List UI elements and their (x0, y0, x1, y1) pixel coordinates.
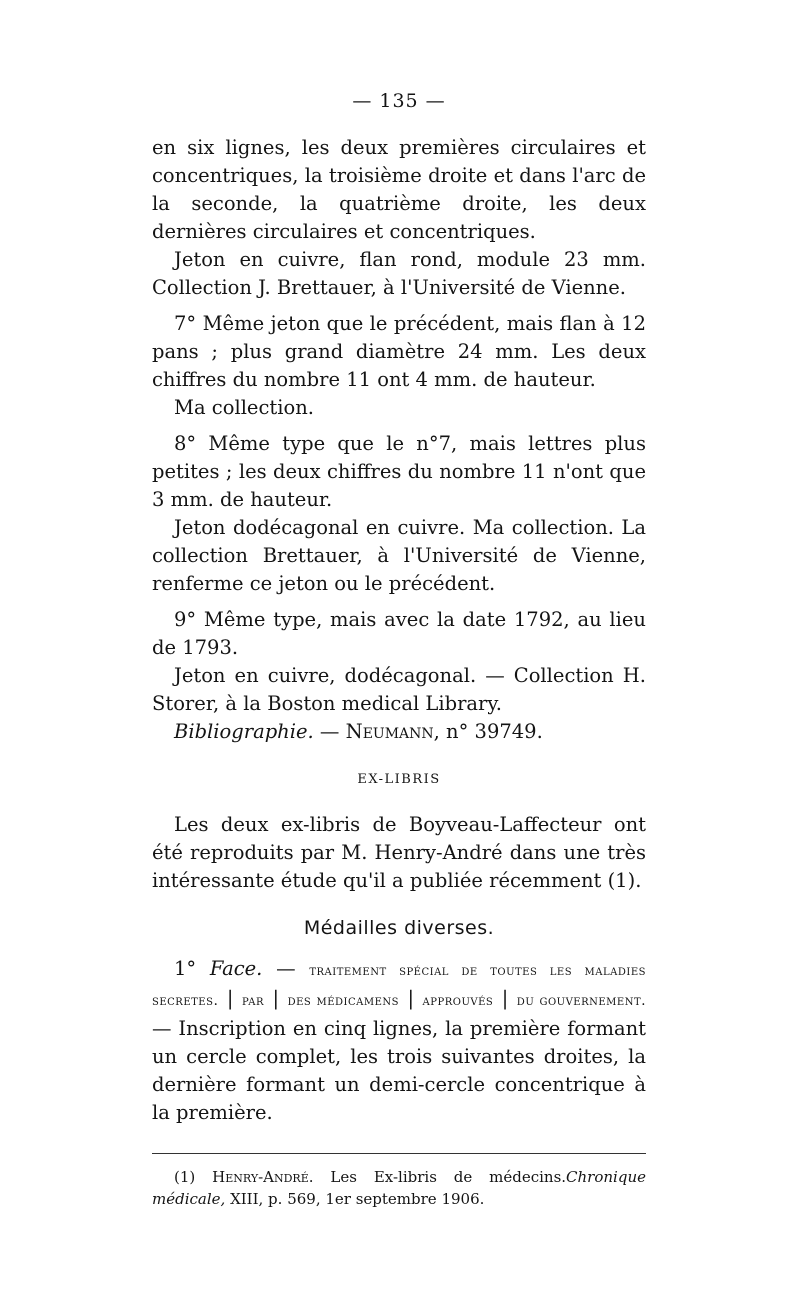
paragraph-3: 7° Même jeton que le précédent, mais flan à 12 pans ; plus grand diamètre 24 mm. Les deux chiffres du nombre 11 ont 4 mm. de hauteur. (152, 312, 646, 391)
line-separator: | (272, 987, 280, 1010)
bibliography-line (152, 718, 646, 746)
footnote-author: Henry-André. (212, 1168, 314, 1186)
bibliography-dash: — (313, 720, 346, 743)
line-separator: | (407, 987, 415, 1010)
inscription-seg-1: traitement spécial de toutes les maladies secretes. (152, 963, 646, 1009)
bibliography-ref: , n° 39749. (433, 720, 543, 743)
bibliography-author: Neumann (345, 720, 434, 743)
inscription-seg-3: des médicamens (287, 993, 399, 1009)
paragraph-5: 8° Même type que le n°7, mais lettres plus petites ; les deux chiffres du nombre 11 n'ont que 3 mm. de hauteur. (152, 432, 646, 511)
paragraph-4: Ma collection. (174, 396, 314, 419)
footnote-number: (1) (174, 1168, 196, 1186)
page (152, 90, 646, 1210)
exlibris-paragraph: Les deux ex-libris de Boyveau-Laffecteur ont été reproduits par M. Henry-André dans une très intéressante étude qu'il a publiée récemment (1). (152, 813, 646, 892)
paragraph-6: Jeton dodécagonal en cuivre. Ma collection. La collection Brettauer, à l'Université de Vienne, renferme ce jeton ou le précédent. (152, 516, 646, 595)
bibliography-label: Bibliographie. (174, 720, 314, 743)
inscription-seg-4: approuvés (422, 993, 494, 1009)
paragraph-8: Jeton en cuivre, dodécagonal. — Collection H. Storer, à la Boston medical Library. (152, 664, 646, 715)
medailles-paragraph (152, 955, 646, 1127)
paragraph-1: en six lignes, les deux premières circulaires et concentriques, la troisième droite et dans l'arc de la seconde, la quatrième droite, les deux dernières circulaires et concentriques. (152, 136, 646, 243)
page-number: — 135 — (352, 90, 446, 112)
face-label: Face. (209, 957, 263, 980)
paragraph-7: 9° Même type, mais avec la date 1792, au lieu de 1793. (152, 608, 646, 659)
line-separator: | (501, 987, 509, 1010)
medailles-rest: — Inscription en cinq lignes, la première formant un cercle complet, les trois suivantes droites, la dernière formant un demi-cercle concentrique à la première. (152, 1017, 646, 1124)
exlibris-heading: EX-LIBRIS (357, 772, 441, 787)
footnote-divider (152, 1153, 646, 1154)
footnote-details: XIII, p. 569, 1er septembre 1906. (225, 1190, 485, 1208)
face-dash: — (262, 957, 310, 980)
footnote-text: Les Ex-libris de médecins. (313, 1168, 567, 1186)
inscription-seg-5: du gouvernement. (516, 993, 647, 1009)
medailles-number: 1° (174, 957, 197, 980)
medailles-heading: Médailles diverses. (303, 917, 495, 939)
footnote (152, 1166, 646, 1210)
footnote-journal: Chronique médicale, (152, 1168, 646, 1208)
line-separator: | (226, 987, 234, 1010)
paragraph-2: Jeton en cuivre, flan rond, module 23 mm. Collection J. Brettauer, à l'Université de Vienne. (152, 248, 646, 299)
inscription-seg-2: par (241, 993, 265, 1009)
